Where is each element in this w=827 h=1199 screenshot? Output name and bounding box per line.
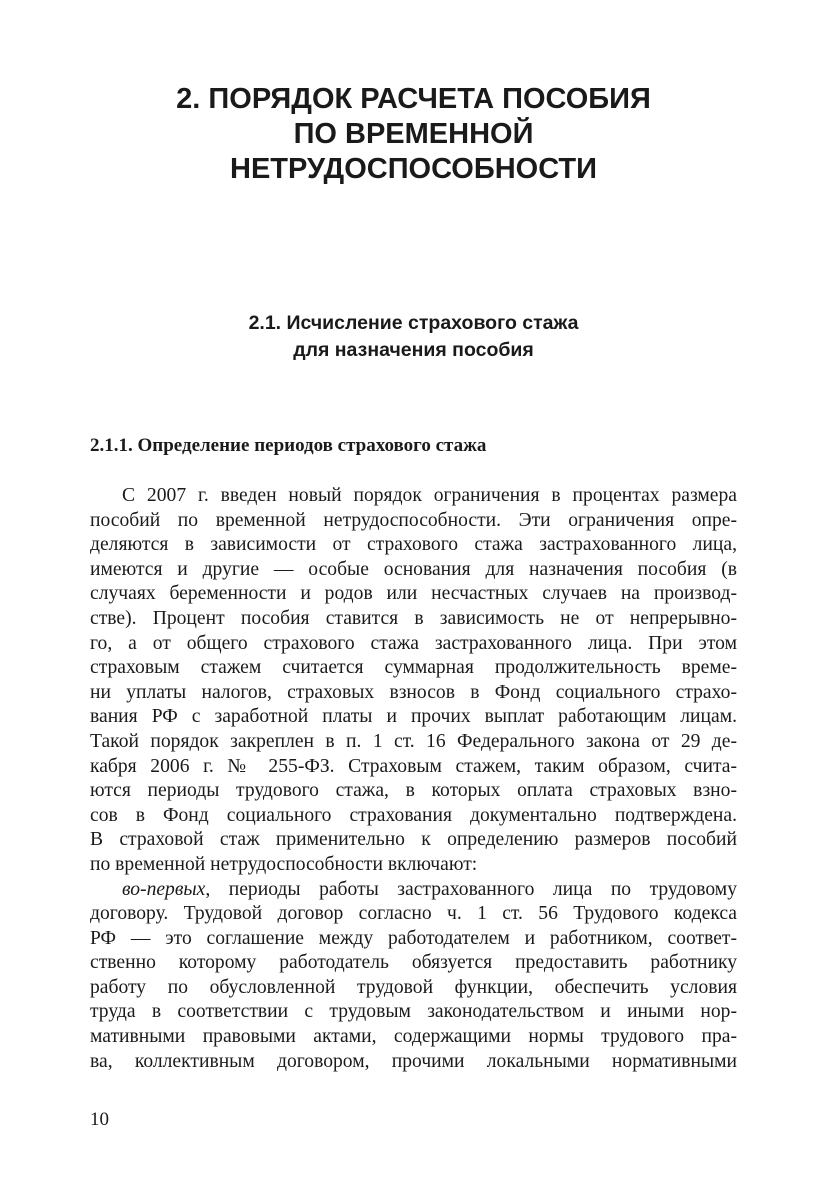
body-line: труда в соответствии с трудовым законодательством и иными нор- [90,1001,737,1023]
body-line: имеются и другие — особые основания для назначения пособия (в [90,558,737,580]
body-line: пособий по временной нетрудоспособности. Эти ограничения опре- [90,509,737,531]
body-line: стве). Процент пособия ставится в зависимость не от непрерывно- [90,607,737,629]
body-line: ва, коллективным договором, прочими локальными нормативными [90,1050,737,1072]
body-line: С 2007 г. введен новый порядок ограничения в процентах размера [122,485,737,506]
body-text [90,484,737,1074]
chapter-title-line-3: НЕТРУДОСПОСОБНОСТИ [230,153,597,185]
chapter-title [90,82,737,187]
body-line: сов в Фонд социального страхования документально подтверждена. [90,804,737,826]
body-line: кабря 2006 г. № 255-ФЗ. Страховым стажем, таким образом, счита- [90,755,737,777]
body-line: деляются в зависимости от страхового стажа застрахованного лица, [90,534,737,556]
body-line: РФ — это соглашение между работодателем и работником, соответ- [90,927,737,949]
body-line: вания РФ с заработной платы и прочих выплат работающим лицам. [90,706,737,728]
section-title-line-2: для назначения пособия [293,339,534,361]
body-line: ни уплаты налогов, страховых взносов в Фонд социального страхо- [90,681,737,703]
section-title-line-1: 2.1. Исчисление страхового стажа [248,312,579,334]
body-line: страховым стажем считается суммарная продолжительность време- [90,657,737,679]
chapter-title-line-2: ПО ВРЕМЕННОЙ [293,118,534,150]
section-title [90,310,737,364]
subsection-title: 2.1.1. Определение периодов страхового стажа [90,435,487,456]
body-line: договору. Трудовой договор согласно ч. 1 ст. 56 Трудового кодекса [90,903,737,925]
body-line: В страховой стаж применительно к определению размеров пособий [90,829,737,851]
body-line: по временной нетрудоспособности включают: [90,853,478,875]
body-line [90,878,737,903]
body-line: го, а от общего страхового стажа застрахованного лица. При этом [90,632,737,654]
body-line: мативными правовыми актами, содержащими нормы трудового пра- [90,1026,737,1048]
body-line: ственно которому работодатель обязуется предоставить работнику [90,952,737,974]
emphasis-text: во-первых [122,878,206,900]
body-line: Такой порядок закреплен в п. 1 ст. 16 Федерального закона от 29 де- [90,730,737,752]
body-line: ются периоды трудового стажа, в которых оплата страховых взно- [90,780,737,802]
chapter-title-line-1: 2. ПОРЯДОК РАСЧЕТА ПОСОБИЯ [176,83,651,115]
body-line: случаях беременности и родов или несчастных случаев на производ- [90,583,737,605]
page-number: 10 [90,1109,109,1130]
body-line-rest: , периоды работы застрахованного лица по трудовому [205,878,737,900]
body-line: работу по обусловленной трудовой функции, обеспечить условия [90,976,737,998]
